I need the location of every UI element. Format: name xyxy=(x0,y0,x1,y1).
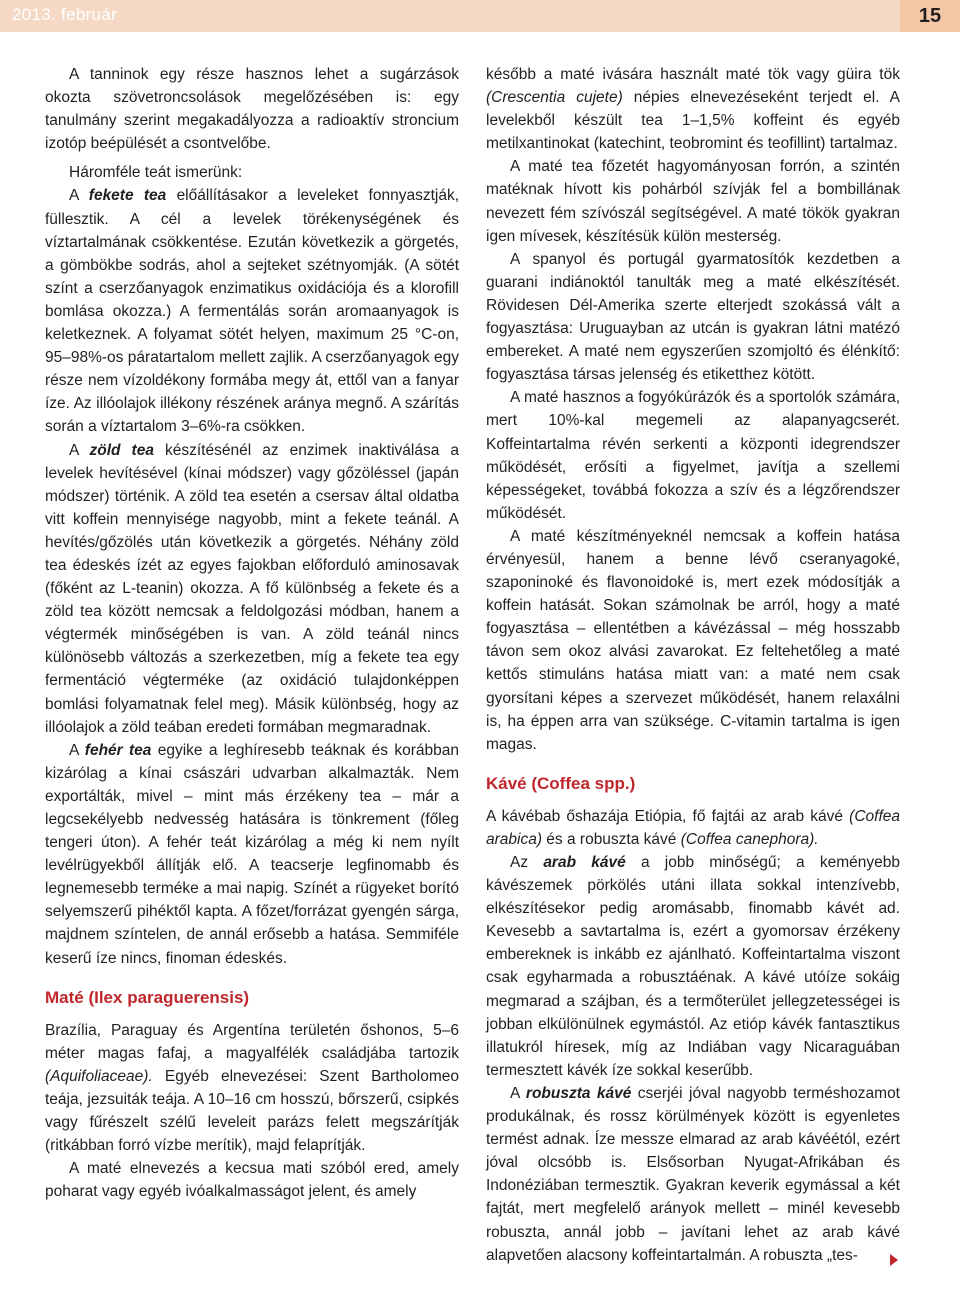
heading-kave: Kávé (Coffea spp.) xyxy=(486,773,636,793)
page-number: 15 xyxy=(900,0,960,32)
paragraph-mate-origin: Brazília, Paraguay és Argentína területén őshonos, 5–6 méter magas fafaj, a magyalfélék családjába tartozik (Aquifoliaceae). Egyéb elnevezései: Szent Bartholomeo teája, jezsuiták teája. A 10–16 cm hosszú, bőrszerű, csipkés vagy fűrészelt szélű leveleit parázs felett megszárítják (ritkábban forró vízbe merítik), majd felaprítják. xyxy=(45,1021,459,1155)
paragraph-mate-gourd: később a maté ivására használt maté tök vagy güira tök (Crescentia cujete) népies elnevezéseként terjedt el. A levelekből készült tea 1–1,5% koffeint és egyéb metilxantinokat (katechint, teobromint és teofillint) tartalmaz. xyxy=(486,66,901,153)
term-arabica: arab kávé xyxy=(543,854,626,871)
issue-date: 2013. február xyxy=(12,5,118,24)
paragraph-robusta: A robuszta kávé cserjéi jóval nagyobb terméshozamot produkálnak, és rossz körülmények között is egyenletes termést adnak. Íze messze elmarad az arab kávéétól, ezért jóval olcsóbb is. Elsősorban Nyugat-Afrikában és Indonéziában termesztik. Gyakran keverik egymással a két fajtát, mert megfelelő arányok mellett – minél kevesebb robuszta, annál jobb – javítani lehet az arab kávé alapvetően alacsony koffeintartalmán. A robuszta „tes- xyxy=(486,1084,900,1264)
paragraph-mate-name: A maté elnevezés a kecsua mati szóból ered, amely poharat vagy egyéb ivóalkalmasságot jelent, és amely xyxy=(45,1160,459,1201)
heading-mate: Maté (Ilex paraguerensis) xyxy=(45,987,250,1007)
paragraph-black-tea: A fekete tea előállításakor a leveleket fonnyasztják, füllesztik. A cél a levelek törékenységének és víztartalmának csökkentése. Ezután következik a görgetés, a gömbökbe sodrás, ahol a sejteket szétnyomják. (A sötét színt a cserzőanyagok enzimatikus oxidációja és a klorofill bomlása okozza.) A fermentálás során aromaanyagok is keletkeznek. A folyamat sötét helyen, maximum 25 °C-on, 95–98%-os páratartalom mellett zajlik. A cserzőanyagok egy része nem vízoldékony formába megy át, ettől van a fanyar íze. Az illóolajok illékony részének aránya megnő. A szárítás során a víztartalom 3–6%-ra csökken. xyxy=(45,187,460,436)
term-white-tea: fehér tea xyxy=(84,741,152,759)
page-header xyxy=(0,0,960,32)
paragraph-mate-benefits: A maté hasznos a fogyókúrázók és a sportolók számára, mert 10%-kal megemeli az alapanyagcserét. Koffeintartalma révén serkenti a központi idegrendszer működését, erősíti a figyelmet, javítja a szellemi képességeket, továbbá fokozza a szív és a légzőrendszer működését. xyxy=(486,389,900,522)
right-column xyxy=(486,63,900,1267)
paragraph-mate-brewing: A maté tea főzetét hagyományosan forrón, a szintén matéknak hívott kis pohárból szívják fel a bombillának nevezett fém szívószál segítségével. A maté tökök gyakran igen mívesek, készítésük külön mesterség. xyxy=(486,158,900,245)
paragraph-arabica: Az arab kávé a jobb minőségű; a keményebb kávészemek pörkölés utáni illata sokkal intenzívebb, elkészítésekor pedig aromásabb, finomabb kávét ad. Kevesebb a savtartalma is, ezért a gyomorsav érzékeny embereknek is inkább ez ajánlható. Koffeintartalma viszont csak egyharmada a robusztáénak. A kávé utóíze sokáig megmarad a szájban, és a termőterület jellegzetességei is jobban elkülönülnek egymástól. Az etióp kávék fantasztikus illatukról híresek, míg az Indiában vagy Nicaraguában termesztett kávék íze sokkal keserűbb. xyxy=(486,854,900,1079)
term-black-tea: fekete tea xyxy=(88,187,167,205)
term-green-tea: zöld tea xyxy=(89,441,154,459)
paragraph-green-tea: A zöld tea készítésénél az enzimek inaktiválása a levelek hevítésével (kínai módszer) vagy gőzöléssel (japán módszer) történik. A zöld tea esetén a csersav által oldatba vitt koffein mennyisége nagyobb, mint a fekete teánál. A hevítés/gőzölés után következik a görgetés. Néhány zöld tea édeskés ízét az egyes fajokban előforduló aminosavak (főként az L-teanin) okozza. A fő különbség a fekete és a zöld tea között nemcsak a feldolgozási módban, hanem a végtermék minőségében is van. A zöld teánál nincs különösebb változás a szerkezetben, míg a fekete tea egy fermentáció végterméke (az oxidáció tulajdonképpen bomlási folyamatnak felel meg). Másik különbség, hogy az illóolajok a zöld teában eredeti formában megmaradnak. xyxy=(45,441,460,736)
left-column xyxy=(45,63,459,1203)
paragraph-tannin: A tanninok egy része hasznos lehet a sugárzások okozta szövetroncsolások megelőzésében is: egy tanulmány szerint megakadályozza a radioaktív stroncium izotóp beépülését a csontvelőbe. xyxy=(45,66,459,153)
term-robusta: robuszta kávé xyxy=(525,1084,632,1102)
paragraph-mate-effects: A maté készítményeknél nemcsak a koffein hatása érvényesül, hanem a benne lévő cseranyagoké, szaponinoké és flavonoidoké is, mert ezek módosítják a koffein hatását. Sokan számolnak be arról, hogy a maté fogyasztása – ellentétben a kávézással – még hosszabb távon sem okoz alvási zavarokat. Ez feltehetőleg a maté kettős stimuláns hatása miatt van: a maté nem csak gyorsítani képes a szervezet működését, hanem relaxálni is, ha éppen arra van szüksége. C-vitamin tartalma is igen magas. xyxy=(486,527,900,753)
paragraph-white-tea: A fehér tea egyike a leghíresebb teáknak és korábban kizárólag a kínai császári udvarban alkalmazták. Nem exportálták, mivel – mint más érzékeny tea – már a legcsekélyebb nedvesség hatására is tönkrement (főleg tengeri úton). A fehér teát kizárólag a még ki nem nyílt levélrügyekből állítják elő. A teacserje legfinomabb és legnemesebb terméke a mai napig. Színét a rügyeket borító selyemszerű pihéktől kapta. A főzet/forrázat gyengén sárga, majdnem színtelen, de annál erősebb a hatása. Semmiféle keserű íze nincs, finoman édeskés. xyxy=(45,741,459,967)
paragraph-tea-types: Háromféle teát ismerünk: xyxy=(69,164,243,182)
paragraph-coffee-origin: A kávébab őshazája Etiópia, fő fajtái az arab kávé (Coffea arabica) és a robuszta kávé (Coffea canephora). xyxy=(486,807,900,848)
paragraph-mate-history: A spanyol és portugál gyarmatosítók kezdetben a guarani indiánoktól tanulták meg a maté elkészítését. Rövidesen Dél-Amerika szerte elterjedt szokássá vált a fogyasztása: Uruguayban az utcán is gyakran látni matézó embereket. A maté nem egyszerűen szomjoltó és élénkítő: fogyasztása társas jelenség és etiketthez kötött. xyxy=(486,250,900,384)
continue-arrow-icon xyxy=(890,1254,898,1266)
